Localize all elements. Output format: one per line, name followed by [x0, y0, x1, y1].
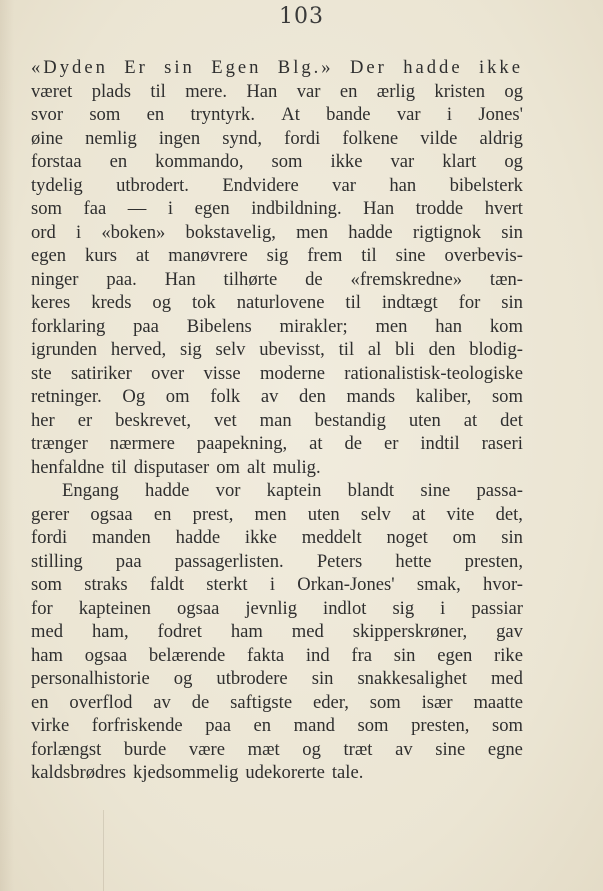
text-line: ste satiriker over visse moderne rationalistisk-teologiske [31, 362, 523, 384]
text-line: forlængst burde være mæt og træt av sine egne [31, 738, 523, 760]
text-line: stilling paa passagerlisten. Peters hette presten, [31, 550, 523, 572]
text-line: fordi manden hadde ikke meddelt noget om sin [31, 527, 523, 548]
text-line: ninger paa. Han tilhørte de «fremskredne» tæn- [31, 268, 523, 290]
text-line: været plads til mere. Han var en ærlig kristen og [31, 80, 523, 102]
text-line: keres kreds og tok naturlovene til indtægt for sin [31, 292, 523, 313]
text-line: forklaring paa Bibelens mirakler; men han kom [31, 315, 523, 337]
text-line: ord i «boken» bokstavelig, men hadde rigtignok sin [31, 221, 523, 243]
text-line: igrunden herved, sig selv ubevisst, til al bli den blodig- [31, 339, 523, 360]
page-number: 103 [279, 4, 324, 29]
text-line: kaldsbrødres kjedsommelig udekorerte tale. [31, 762, 364, 783]
text-line: som faa — i egen indbildning. Han trodde hvert [31, 198, 523, 219]
text-line: retninger. Og om folk av den mands kaliber, som [31, 386, 523, 407]
text-line: trænger nærmere paapekning, at de er indtil raseri [31, 433, 523, 454]
text-line: tydelig utbrodert. Endvidere var han bibelsterk [31, 174, 523, 196]
text-line: forstaa en kommando, som ikke var klart og [31, 151, 523, 172]
text-line: gerer ogsaa en prest, men uten selv at vite det, [31, 503, 523, 525]
body-text [31, 56, 523, 785]
text-line: her er beskrevet, vet man bestandig uten at det [31, 409, 523, 431]
text-line: egen kurs at manøvrere sig frem til sine overbevis- [31, 245, 523, 266]
text-line: som straks faldt sterkt i Orkan-Jones' smak, hvor- [31, 574, 523, 595]
text-line: Engang hadde vor kaptein blandt sine passa- [62, 480, 523, 501]
text-line: øine nemlig ingen synd, fordi folkene vilde aldrig [31, 127, 523, 149]
text-line: en overflod av de saftigste eder, som især maatte [31, 691, 523, 713]
text-line: for kapteinen ogsaa jevnlig indlot sig i passiar [31, 597, 523, 619]
text-line: personalhistorie og utbrodere sin snakkesalighet med [31, 668, 523, 689]
text-line: virke forfriskende paa en mand som presten, som [31, 715, 523, 736]
text-line: «Dyden Er sin Egen Blg.» Der hadde ikke [31, 57, 523, 78]
text-line: med ham, fodret ham med skipperskrøner, gav [31, 621, 523, 642]
text-line: henfaldne til disputaser om alt mulig. [31, 456, 321, 478]
text-line: svor som en tryntyrk. At bande var i Jones' [31, 104, 523, 125]
paper-crease [103, 810, 104, 891]
text-line: ham ogsaa belærende fakta ind fra sin egen rike [31, 644, 523, 666]
